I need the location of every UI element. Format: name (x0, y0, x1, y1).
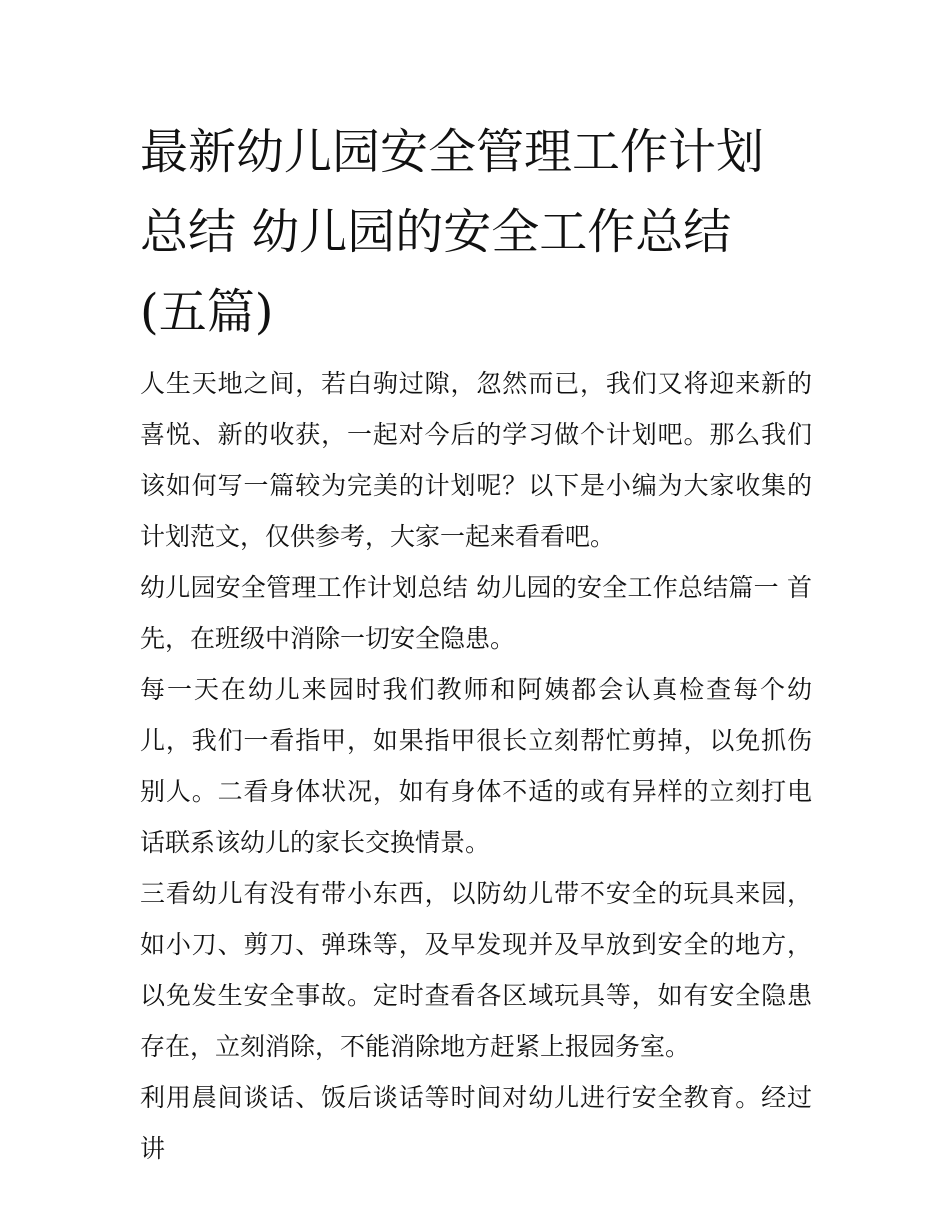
paragraph-intro: 人生天地之间，若白驹过隙，忽然而已，我们又将迎来新的喜悦、新的收获，一起对今后的学习做个计划吧。那么我们该如何写一篇较为完美的计划呢？以下是小编为大家收集的计划范文，仅供参考，大家一起来看看吧。 (140, 369, 812, 551)
document-title (140, 112, 812, 352)
title-line-3: (五篇) (140, 284, 274, 340)
paragraph-small-items: 三看幼儿有没有带小东西，以防幼儿带不安全的玩具来园，如小刀、剪刀、弹珠等，及早发现并及早放到安全的地方，以免发生安全事故。定时查看各区域玩具等，如有安全隐患存在，立刻消除，不能消除地方赶紧上报园务室。 (140, 879, 812, 1061)
document-body (140, 112, 812, 1174)
paragraph-morning-check: 每一天在幼儿来园时我们教师和阿姨都会认真检查每个幼儿，我们一看指甲，如果指甲很长立刻帮忙剪掉，以免抓伤别人。二看身体状况，如有身体不适的或有异样的立刻打电话联系该幼儿的家长交换情景。 (140, 675, 812, 857)
paragraph-section-heading: 幼儿园安全管理工作计划总结 幼儿园的安全工作总结篇一 首先，在班级中消除一切安全隐患。 (140, 573, 812, 653)
title-line-1: 最新幼儿园安全管理工作计划 (140, 124, 765, 180)
title-line-2: 总结 幼儿园的安全工作总结 (140, 204, 732, 260)
paragraph-safety-education: 利用晨间谈话、饭后谈话等时间对幼儿进行安全教育。经过讲 (140, 1083, 812, 1163)
